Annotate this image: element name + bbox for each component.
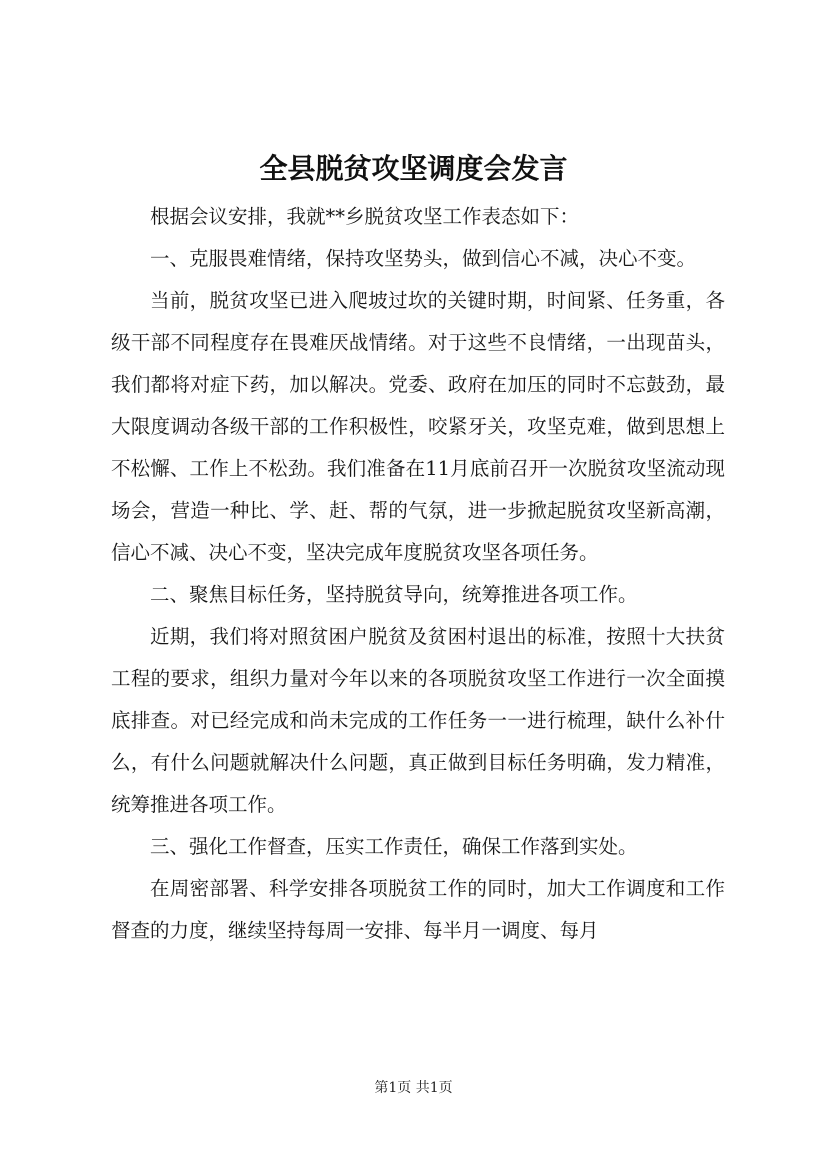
section-heading: 一、克服畏难情绪，保持攻坚势头，做到信心不减，决心不变。 [150, 247, 697, 270]
paragraph: 在周密部署、科学安排各项脱贫工作的同时，加大工作调度和工作督查的力度，继续坚持每周一安排、每半月一调度、每月 [111, 877, 725, 942]
paragraph: 近期，我们将对照贫困户脱贫及贫困村退出的标准，按照十大扶贫工程的要求，组织力量对今年以来的各项脱贫攻坚工作进行一次全面摸底排查。对已经完成和尚未完成的工作任务一一进行梳理，缺什么补什么，有什么问题就解决什么问题，真正做到目标任务明确，发力精准，统筹推进各项工作。 [111, 625, 725, 816]
document-body [111, 196, 725, 952]
page-number: 第1页 共1页 [374, 1080, 453, 1096]
paragraph: 根据会议安排，我就**乡脱贫攻坚工作表态如下： [150, 205, 580, 228]
paragraph: 当前，脱贫攻坚已进入爬坡过坎的关键时期，时间紧、任务重，各级干部不同程度存在畏难厌战情绪。对于这些不良情绪，一出现苗头，我们都将对症下药，加以解决。党委、政府在加压的同时不忘鼓劲，最大限度调动各级干部的工作积极性，咬紧牙关，攻坚克难，做到思想上不松懈、工作上不松劲。我们准备在11月底前召开一次脱贫攻坚流动现场会，营造一种比、学、赶、帮的气氛，进一步掀起脱贫攻坚新高潮，信心不减、决心不变，坚决完成年度脱贫攻坚各项任务。 [111, 289, 725, 564]
section-heading: 三、强化工作督查，压实工作责任，确保工作落到实处。 [150, 835, 638, 858]
section-heading: 二、聚焦目标任务，坚持脱贫导向，统筹推进各项工作。 [150, 583, 638, 606]
document-title: 全县脱贫攻坚调度会发言 [259, 152, 568, 185]
